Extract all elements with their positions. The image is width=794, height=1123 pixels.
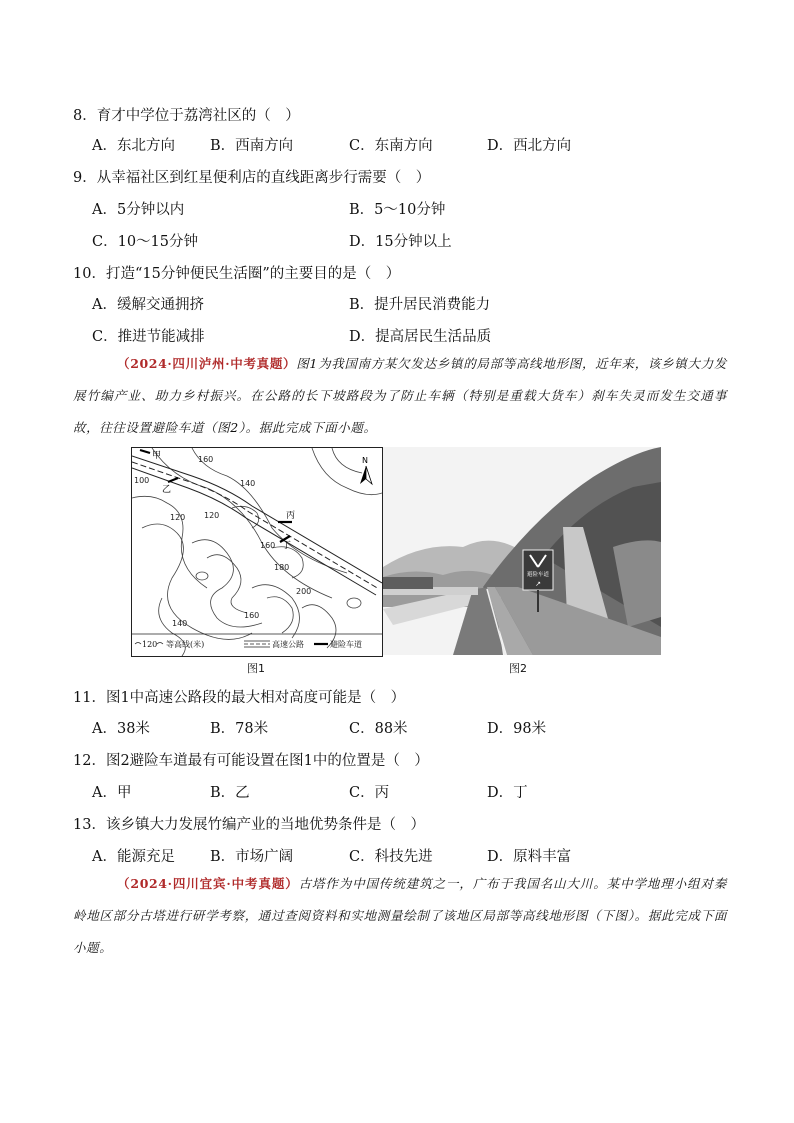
q9-option-c: C．10～15分钟 [92, 234, 198, 250]
q13-option-a: A．能源充足 [92, 849, 175, 865]
question-11: 11．图1中高速公路段的最大相对高度可能是（ ） [73, 690, 406, 706]
contour-label: 120 [204, 511, 220, 520]
place-yi: 乙 [162, 485, 172, 495]
question-10: 10．打造“15分钟便民生活圈”的主要目的是（ ） [73, 266, 401, 282]
q11-option-d: D．98米 [487, 721, 547, 737]
q12-option-d: D．丁 [487, 785, 528, 801]
legend-escape-lane: 避险车道 [330, 640, 362, 649]
q12-option-c: C．丙 [349, 785, 390, 801]
contour-label: 140 [240, 479, 256, 488]
contour-label: 120 [170, 513, 186, 522]
figure-1-contour-map [131, 447, 383, 657]
q8-option-d: D．西北方向 [487, 138, 572, 154]
q9-option-d: D．15分钟以上 [349, 234, 452, 250]
q11-option-a: A．38米 [92, 721, 150, 737]
q10-option-a: A．缓解交通拥挤 [92, 297, 204, 313]
q13-option-c: C．科技先进 [349, 849, 433, 865]
reading-passage-1 [73, 348, 727, 444]
question-9: 9．从幸福社区到红星便利店的直线距离步行需要（ ） [73, 170, 431, 186]
contour-label: 180 [274, 563, 290, 572]
passage-text: 古塔作为中国传统建筑之一，广布于我国名山大川。某中学地理小组对秦岭地区部分古塔进行研学考察，通过查阅资料和实地测量绘制了该地区局部等高线地形图（下图）。据此完成下面小题。 [73, 876, 727, 955]
place-ding: 丁 [282, 541, 292, 551]
question-13: 13．该乡镇大力发展竹编产业的当地优势条件是（ ） [73, 817, 425, 833]
q11-option-c: C．88米 [349, 721, 408, 737]
legend-highway: 高速公路 [272, 640, 304, 649]
sign-text: 避险车道 [526, 572, 550, 578]
source-tag: （2024·四川宜宾·中考真题） [117, 876, 299, 891]
question-8: 8．育才中学位于荔湾社区的（ ） [73, 108, 300, 124]
q8-option-c: C．东南方向 [349, 138, 433, 154]
q11-option-b: B．78米 [210, 721, 269, 737]
contour-label: 160 [244, 611, 260, 620]
q9-option-b: B．5～10分钟 [349, 202, 446, 218]
question-12: 12．图2避险车道最有可能设置在图1中的位置是（ ） [73, 753, 429, 769]
contour-label: 100 [134, 476, 150, 485]
passage-text: 图1为我国南方某欠发达乡镇的局部等高线地形图，近年来，该乡镇大力发展竹编产业、助力乡村振兴。在公路的长下坡路段为了防止车辆（特别是重载大货车）刹车失灵而发生交通事故，往往设置避险车道（图2）。据此完成下面小题。 [73, 356, 727, 435]
q8-option-b: B．西南方向 [210, 138, 294, 154]
north-arrow-icon [360, 456, 372, 484]
figure-2-photo [383, 447, 661, 655]
q13-option-b: B．市场广阔 [210, 849, 294, 865]
q10-option-d: D．提高居民生活品质 [349, 329, 492, 345]
q12-option-b: B．乙 [210, 785, 250, 801]
source-tag: （2024·四川泸州·中考真题） [117, 356, 297, 371]
q8-option-a: A．东北方向 [92, 138, 175, 154]
figure-2-caption: 图2 [509, 662, 527, 675]
q10-option-b: B．提升居民消费能力 [349, 297, 491, 313]
legend-contour: 等高线(米) [166, 640, 205, 649]
place-bing: 丙 [286, 511, 296, 521]
q12-option-a: A．甲 [92, 785, 132, 801]
figure-1-caption: 图1 [247, 662, 265, 675]
q9-option-a: A．5分钟以内 [92, 202, 185, 218]
north-label: N [362, 456, 368, 465]
legend-contour-sample: 120 [142, 640, 158, 649]
contour-label: 160 [198, 455, 214, 464]
reading-passage-2 [73, 868, 727, 964]
contour-label: 160 [260, 541, 276, 550]
contour-label: 200 [296, 587, 312, 596]
q13-option-d: D．原料丰富 [487, 849, 572, 865]
contour-label: 140 [172, 619, 188, 628]
q10-option-c: C．推进节能减排 [92, 329, 205, 345]
place-jia: 甲 [152, 451, 162, 461]
arrow-up-right-icon: ↗ [535, 580, 541, 588]
